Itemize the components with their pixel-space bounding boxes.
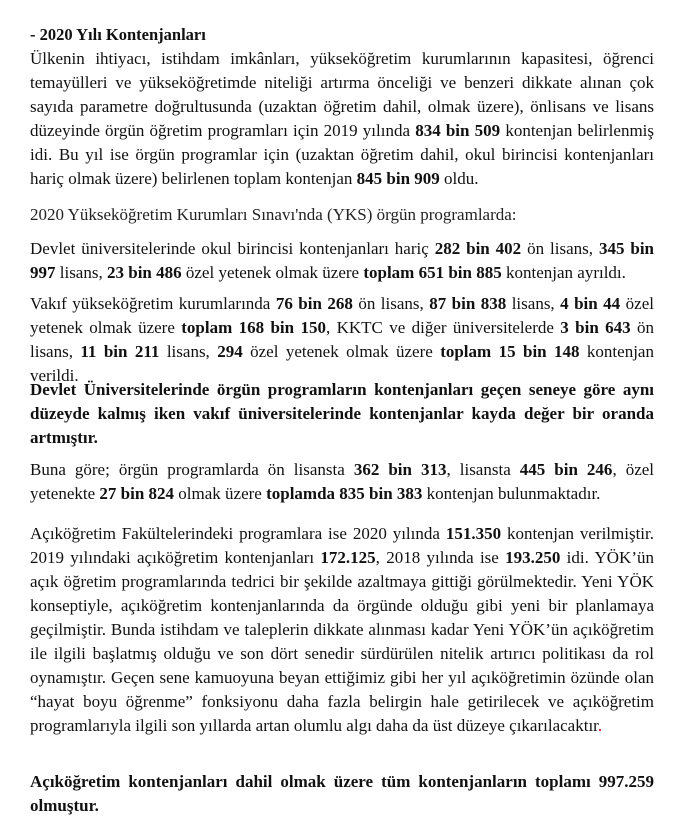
- bold-figure: 193.250: [505, 548, 561, 567]
- text-run: lisans,: [159, 342, 218, 361]
- bold-figure: toplamda 835 bin 383: [266, 484, 423, 503]
- bold-figure: 172.125: [320, 548, 376, 567]
- text-run: Vakıf yükseköğretim kurumlarında: [30, 294, 276, 313]
- text-run: oldu.: [439, 169, 479, 188]
- text-run: , 2018 yılında ise: [375, 548, 506, 567]
- bold-figure: 3 bin 643: [560, 318, 631, 337]
- paragraph-totals: [30, 458, 654, 506]
- text-run: kontenjan belirlenmiş idi. Bu yıl ise örgün programlar için (uzaktan öğretim dahil, okul birincisi kontenjanları hariç olmak üzere) belirlenen toplam kontenjan: [30, 121, 655, 188]
- bold-figure: 345 bin 997: [30, 239, 654, 282]
- text-run: lisans,: [55, 263, 107, 282]
- text-run: özel yetenek olmak üzere: [181, 263, 364, 282]
- bold-figure: 294: [217, 342, 243, 361]
- text-run: kontenjan verildi.: [30, 342, 654, 385]
- text-run: özel yetenek olmak üzere: [242, 342, 441, 361]
- bold-figure: 845 bin 909: [356, 169, 440, 188]
- bold-figure: 87 bin 838: [429, 294, 507, 313]
- text-run: 2020 Yükseköğretim Kurumları Sınavı'nda (YKS) örgün programlarda:: [30, 205, 517, 224]
- text-run: , KKTC ve diğer üniversitelerde: [325, 318, 561, 337]
- paragraph-yks-lead: [30, 203, 654, 227]
- text-run: idi. YÖK’ün açık öğretim programlarında tedrici bir şekilde azaltmaya gittiği görülmektedir. Yeni YÖK konseptiyle, açıköğretim kontenjanlarında da örgünde olduğu gibi yeni bir planlamaya geçilmiştir. Bunda istihdam ve taleplerin dikkate alınması kadar Yeni YÖK’ün açıköğretim ile ilgili başlatmış olduğu ve son dört senedir sürdürülen nitelik artırıcı politikası da rol oynamıştır. Geçen sene kamuoyuna beyan ettiğimiz gibi her yıl açıköğretimin özünde olan “hayat boyu öğrenme” fonksiyonu daha fazla belirgin hale getirilecek ve açıköğretim programlarıyla ilgili son yıllarda artan olumlu algı daha da üst düzeye çıkarılacaktır: [30, 548, 654, 735]
- bold-figure: Devlet Üniversitelerinde örgün programların kontenjanları geçen seneye göre aynı düzeyde kalmış iken vakıf üniversitelerinde kontenjanlar kayda değer bir oranda artmıştır: [30, 380, 654, 447]
- bold-figure: toplam 168 bin 150: [181, 318, 326, 337]
- text-run: .: [94, 796, 99, 815]
- text-run: lisans,: [506, 294, 561, 313]
- bold-figure: toplam 651 bin 885: [363, 263, 502, 282]
- text-run: olmak üzere: [174, 484, 267, 503]
- paragraph-state-universities: [30, 237, 654, 285]
- text-run: Ülkenin ihtiyacı, istihdam imkânları, yükseköğretim kurumlarının kapasitesi, öğrenci temayülleri ve yükseköğretimde niteliği artırma önceliği ve benzeri dikkate alınan çok sayıda parametre doğrultusunda (uzaktan öğretim dahil, olmak üzere), önlisans ve lisans düzeyinde örgün öğretim programları için 2019 yılında: [30, 49, 654, 140]
- bold-figure: 76 bin 268: [275, 294, 353, 313]
- text-run: ön lisans,: [30, 318, 655, 361]
- text-run: kontenjan verilmiştir. 2019 yılındaki açıköğretim kontenjanları: [30, 524, 655, 567]
- text-run: Açıköğretim Fakültelerindeki programlara ise 2020 yılında: [30, 524, 446, 543]
- text-run: ön lisans,: [352, 294, 430, 313]
- paragraph-open-education: [30, 522, 654, 738]
- bold-figure: 151.350: [445, 524, 502, 543]
- bold-figure: 834 bin 509: [415, 121, 501, 140]
- bold-figure: 445 bin 246: [519, 460, 613, 479]
- text-run: kontenjan ayrıldı.: [501, 263, 626, 282]
- text-run: , lisansta: [446, 460, 520, 479]
- text-run: Buna göre; örgün programlarda ön lisansta: [30, 460, 354, 479]
- text-run: .: [597, 716, 603, 735]
- bold-figure: 27 bin 824: [99, 484, 175, 503]
- bold-figure: toplam 15 bin 148: [440, 342, 580, 361]
- bold-figure: Açıköğretim kontenjanları dahil olmak üzere tüm kontenjanların toplamı 997.259 olmuştur: [30, 772, 654, 815]
- text-run: ön lisans,: [521, 239, 599, 258]
- paragraph-foundation-universities: [30, 292, 654, 388]
- text-run: , özel yetenekte: [30, 460, 655, 503]
- text-run: özel yetenek olmak üzere: [30, 294, 654, 337]
- section-title: - 2020 Yılı Kontenjanları: [30, 25, 206, 44]
- bold-figure: 282 bin 402: [434, 239, 522, 258]
- paragraph-intro: [30, 47, 654, 191]
- paragraph-grand-total: [30, 770, 654, 818]
- bold-figure: 23 bin 486: [106, 263, 182, 282]
- paragraph-highlight-summary: [30, 378, 654, 450]
- text-run: .: [93, 428, 98, 447]
- bold-figure: 362 bin 313: [353, 460, 447, 479]
- text-run: Devlet üniversitelerinde okul birincisi kontenjanları hariç: [30, 239, 435, 258]
- bold-figure: 11 bin 211: [80, 342, 160, 361]
- bold-figure: 4 bin 44: [560, 294, 621, 313]
- text-run: kontenjan bulunmaktadır.: [422, 484, 601, 503]
